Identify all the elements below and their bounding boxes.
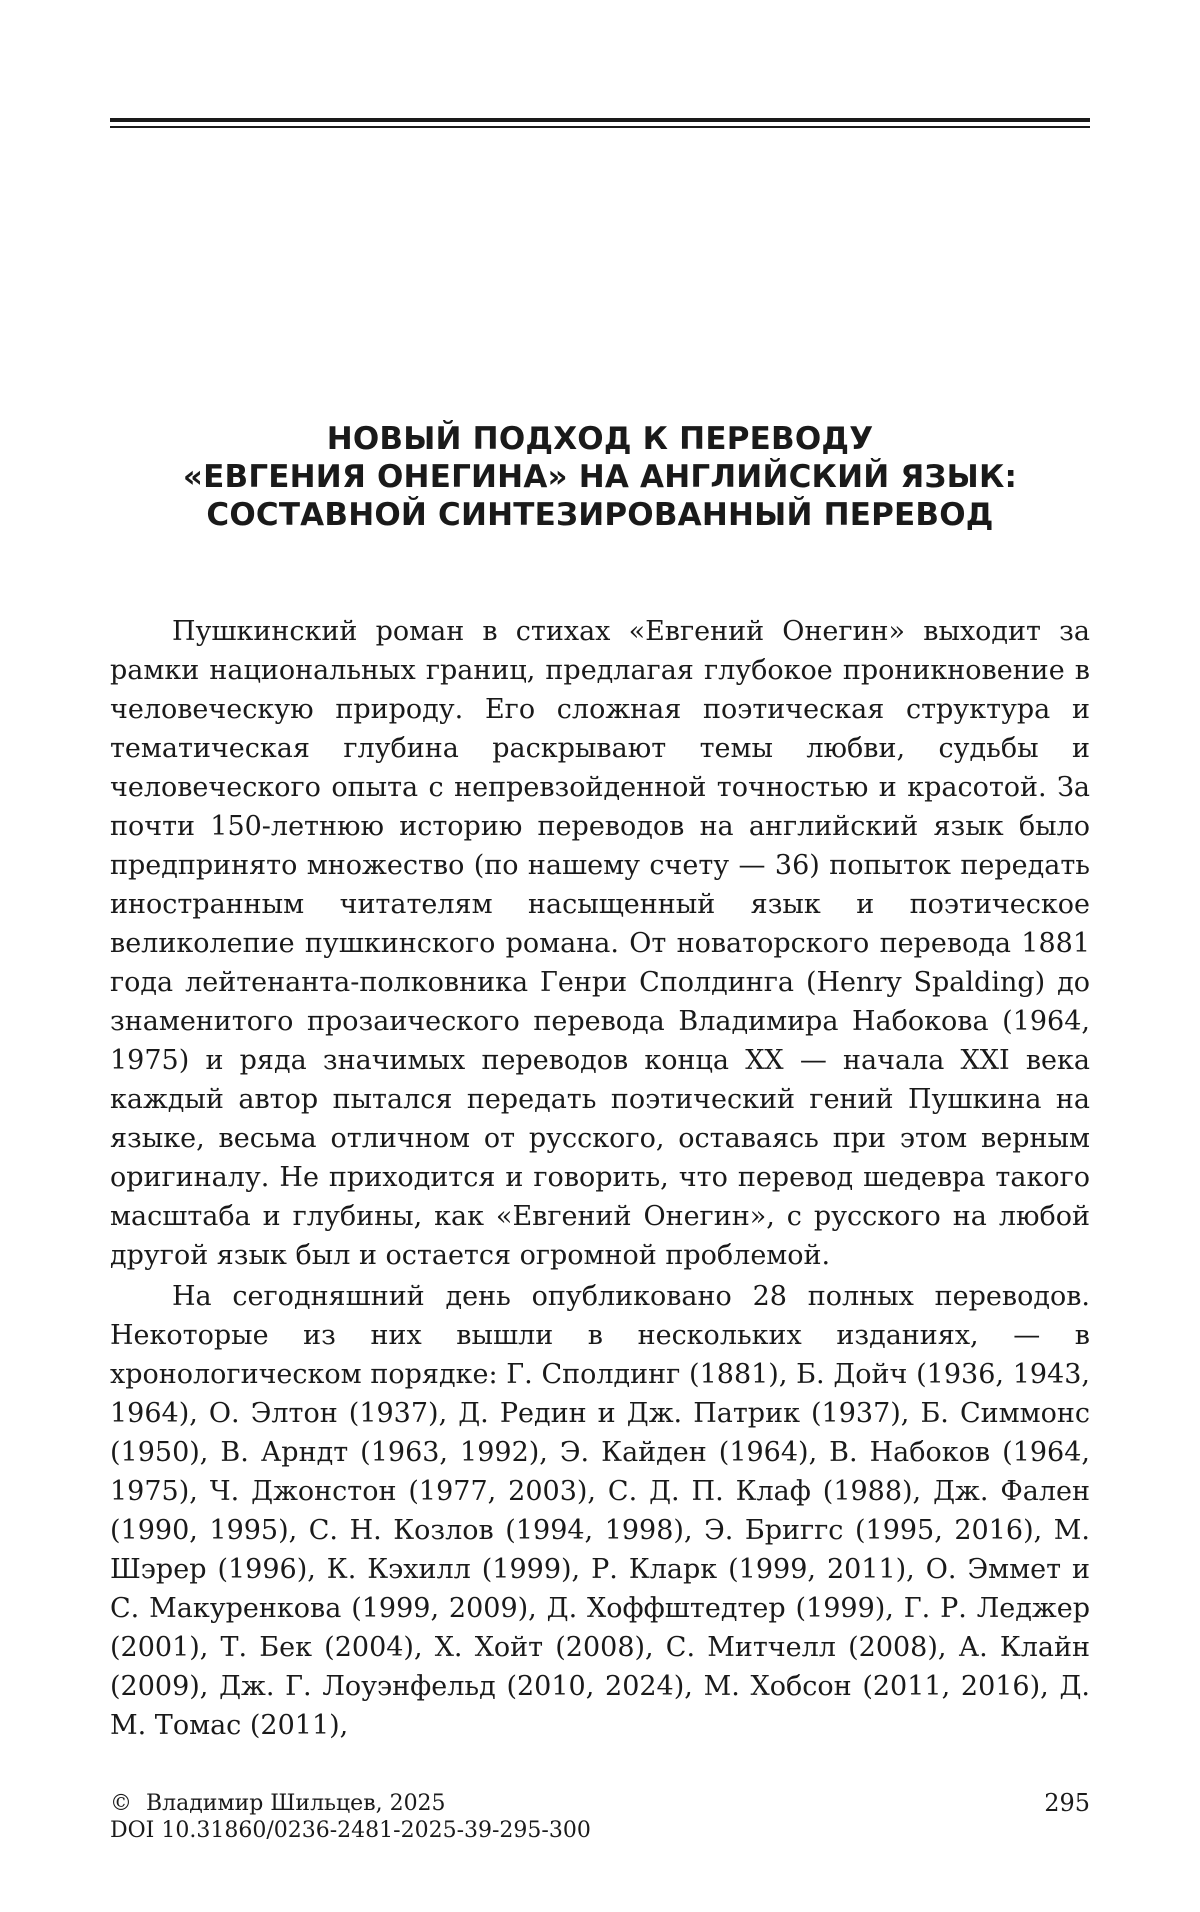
doi-line: DOI 10.31860/0236-2481-2025-39-295-300 <box>110 1818 591 1843</box>
header-rule-thin <box>110 126 1090 128</box>
article-body <box>110 612 1090 1745</box>
paragraph-1: Пушкинский роман в стихах «Евгений Онегин» выходит за рамки национальных границ, предлагая глубокое проникновение в человеческую природу. Его сложная поэтическая структура и тематическая глубина раскрывают темы любви, судьбы и человеческого опыта с непревзойденной точностью и красотой. За почти 150-летнюю историю переводов на английский язык было предпринято множество (по нашему счету — 36) попыток передать иностранным читателям насыщенный язык и поэтическое великолепие пушкинского романа. От новаторского перевода 1881 года лейтенанта-полковника Генри Сполдинга (Henry Spalding) до знаменитого прозаического перевода Владимира Набокова (1964, 1975) и ряда значимых переводов конца XX — начала XXI века каждый автор пытался передать поэтический гений Пушкина на языке, весьма отличном от русского, оставаясь при этом верным оригиналу. Не приходится и говорить, что перевод шедевра такого масштаба и глубины, как «Евгений Онегин», с русского на любой другой язык был и остается огромной проблемой. <box>110 616 1090 1271</box>
copyright-notice: © Владимир Шильцев, 2025 <box>110 1791 446 1816</box>
title-line-3: СОСТАВНОЙ СИНТЕЗИРОВАННЫЙ ПЕРЕВОД <box>206 497 994 533</box>
paragraph-2: На сегодняшний день опубликовано 28 полных переводов. Некоторые из них вышли в нескольких изданиях, — в хронологическом порядке: Г. Сполдинг (1881), Б. Дойч (1936, 1943, 1964), О. Элтон (1937), Д. Редин и Дж. Патрик (1937), Б. Симмонс (1950), В. Арндт (1963, 1992), Э. Кайден (1964), В. Набоков (1964, 1975), Ч. Джонстон (1977, 2003), С. Д. П. Клаф (1988), Дж. Фален (1990, 1995), С. Н. Козлов (1994, 1998), Э. Бриггс (1995, 2016), М. Шэрер (1996), К. Кэхилл (1999), Р. Кларк (1999, 2011), О. Эммет и С. Макуренкова (1999, 2009), Д. Хоффштедтер (1999), Г. Р. Леджер (2001), Т. Бек (2004), Х. Хойт (2008), С. Митчелл (2008), А. Клайн (2009), Дж. Г. Лоуэнфельд (2010, 2024), М. Хобсон (2011, 2016), Д. М. Томас (2011), <box>110 1281 1090 1741</box>
page-number: 295 <box>1044 1789 1090 1817</box>
page-footer <box>110 1790 1090 1844</box>
article-title <box>110 420 1090 534</box>
title-line-1: НОВЫЙ ПОДХОД К ПЕРЕВОДУ <box>326 421 874 457</box>
header-rule-thick <box>110 118 1090 122</box>
footer-left <box>110 1790 591 1844</box>
title-line-2: «ЕВГЕНИЯ ОНЕГИНА» НА АНГЛИЙСКИЙ ЯЗЫК: <box>182 459 1018 495</box>
